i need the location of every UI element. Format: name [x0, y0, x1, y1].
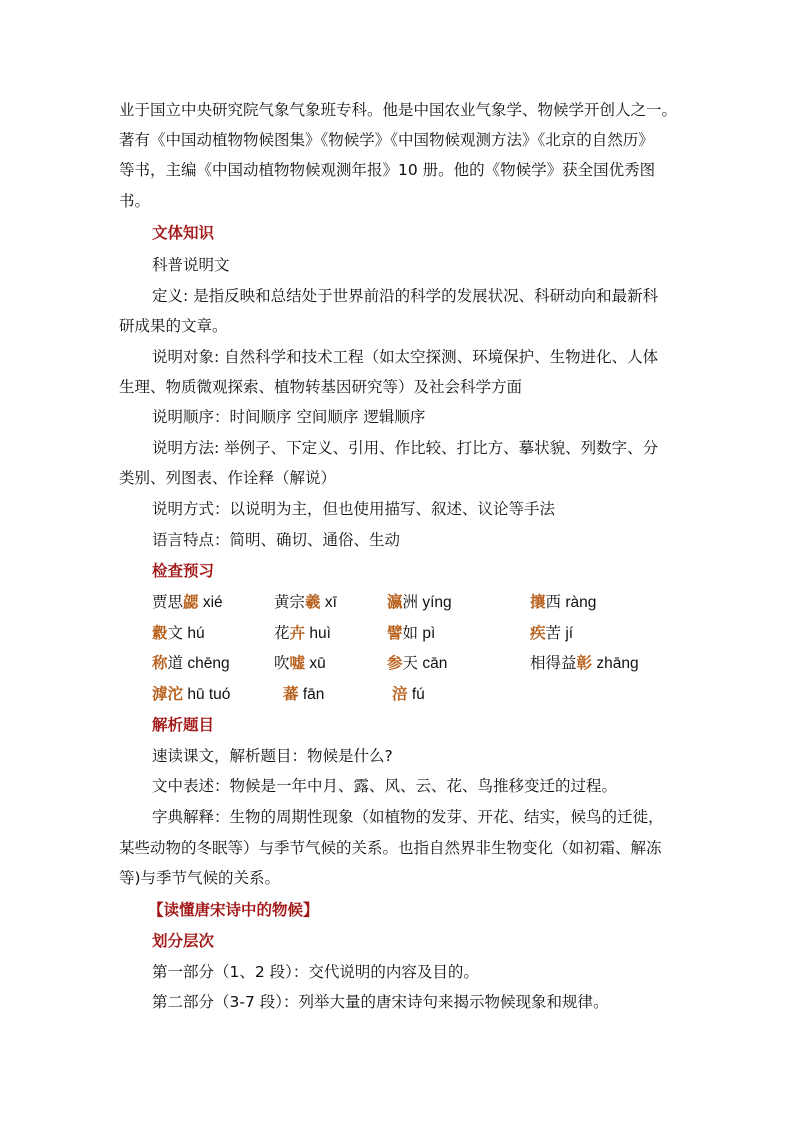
preview-word	[387, 623, 435, 644]
genre-definition-1: 定义: 是指反映和总结处于世界前沿的科学的发展状况、科研动向和最新科	[152, 287, 659, 305]
intro-line-4: 书。	[119, 192, 151, 210]
analysis-text: 文中表述：物候是一年中月、露、风、云、花、鸟推移变迁的过程。	[152, 777, 618, 795]
highlighted-character: 譬	[387, 624, 403, 642]
section-part-2: 第二部分（3-7 段）：列举大量的唐宋诗句来揭示物候现象和规律。	[152, 993, 609, 1011]
pinyin: fú	[407, 686, 425, 703]
word-prefix: 花	[274, 624, 290, 642]
analysis-heading: 解析题目	[152, 716, 215, 734]
preview-word	[152, 653, 230, 674]
genre-heading: 文体知识	[152, 224, 215, 242]
pinyin: pì	[418, 625, 436, 642]
pinyin: fān	[298, 686, 325, 703]
preview-word	[152, 684, 230, 705]
pinyin: cān	[418, 655, 448, 672]
genre-language: 语言特点：简明、确切、通俗、生动	[152, 531, 401, 549]
pinyin: huì	[305, 625, 331, 642]
pinyin: hú	[183, 625, 205, 642]
genre-definition-2: 研成果的文章。	[119, 317, 228, 335]
highlighted-character: 卉	[289, 624, 306, 642]
preview-word	[530, 592, 596, 613]
word-prefix: 相得益	[530, 654, 577, 672]
section-title: 【读懂唐宋诗中的物候】	[148, 901, 319, 919]
word-suffix: 道	[167, 654, 184, 672]
preview-word	[152, 623, 205, 644]
highlighted-character: 蕃	[283, 685, 299, 703]
pinyin: xū	[305, 655, 326, 672]
section-heading: 划分层次	[152, 932, 215, 950]
preview-word	[152, 592, 223, 613]
analysis-dictionary-1: 字典解释：生物的周期性现象（如植物的发芽、开花、结实，候鸟的迁徙，	[152, 808, 664, 826]
genre-method-2: 类别、列图表、作诠释（解说）	[119, 469, 337, 487]
highlighted-character: 疾	[530, 624, 546, 642]
pinyin: yíng	[418, 594, 452, 611]
genre-order: 说明顺序：时间顺序 空间顺序 逻辑顺序	[152, 408, 426, 426]
genre-object-2: 生理、物质微观探索、植物转基因研究等）及社会科学方面	[119, 378, 523, 396]
intro-line-2: 著有《中国动植物物候图集》《物候学》《中国物候观测方法》《北京的自然历》	[119, 131, 654, 149]
word-suffix: 苦	[545, 624, 562, 642]
pinyin: zhāng	[592, 655, 639, 672]
preview-word	[387, 653, 447, 674]
genre-type: 科普说明文	[152, 256, 230, 274]
pinyin: hū tuó	[183, 686, 231, 703]
preview-word	[530, 623, 573, 644]
pinyin: xī	[320, 594, 337, 611]
preview-word	[387, 592, 452, 613]
highlighted-character: 参	[387, 654, 403, 672]
preview-word	[283, 684, 324, 705]
word-prefix: 贾思	[152, 593, 184, 611]
pinyin: xié	[198, 594, 223, 611]
pinyin: ràng	[561, 594, 597, 611]
pinyin: chēng	[183, 655, 230, 672]
genre-method-1: 说明方法: 举例子、下定义、引用、作比较、打比方、摹状貌、列数字、分	[152, 439, 659, 457]
genre-mode: 说明方式：以说明为主，但也使用描写、叙述、议论等手法	[152, 500, 556, 518]
word-suffix: 天	[402, 654, 419, 672]
genre-object-1: 说明对象: 自然科学和技术工程（如太空探测、环境保护、生物进化、人体	[152, 348, 659, 366]
word-prefix: 吹	[274, 654, 290, 672]
highlighted-character: 嘘	[289, 654, 306, 672]
highlighted-character: 滹沱	[152, 685, 184, 703]
preview-word	[274, 623, 331, 644]
highlighted-character: 攘	[530, 593, 546, 611]
preview-word	[392, 684, 425, 705]
word-prefix: 黄宗	[274, 593, 306, 611]
preview-word	[274, 592, 337, 613]
section-part-1: 第一部分（1、2 段）：交代说明的内容及目的。	[152, 963, 479, 981]
analysis-dictionary-3: 等)与季节气候的关系。	[119, 869, 281, 887]
word-suffix: 文	[167, 624, 184, 642]
analysis-dictionary-2: 某些动物的冬眠等）与季节气候的关系。也指自然界非生物变化（如初霜、解冻	[119, 839, 662, 857]
intro-line-1: 业于国立中央研究院气象气象班专科。他是中国农业气象学、物候学开创人之一。	[119, 101, 678, 119]
highlighted-character: 縠	[152, 624, 168, 642]
highlighted-character: 勰	[183, 593, 199, 611]
preview-word	[274, 653, 326, 674]
highlighted-character: 涪	[392, 685, 408, 703]
highlighted-character: 瀛	[387, 593, 403, 611]
intro-line-3: 等书，主编《中国动植物物候观测年报》10 册。他的《物候学》获全国优秀图	[119, 161, 656, 179]
preview-word	[530, 653, 639, 674]
word-suffix: 如	[402, 624, 419, 642]
analysis-question: 速读课文，解析题目：物候是什么?	[152, 747, 393, 765]
word-suffix: 西	[545, 593, 562, 611]
highlighted-character: 称	[152, 654, 168, 672]
preview-heading: 检查预习	[152, 562, 215, 580]
highlighted-character: 羲	[305, 593, 321, 611]
highlighted-character: 彰	[576, 654, 593, 672]
word-suffix: 洲	[402, 593, 419, 611]
pinyin: jí	[561, 625, 574, 642]
